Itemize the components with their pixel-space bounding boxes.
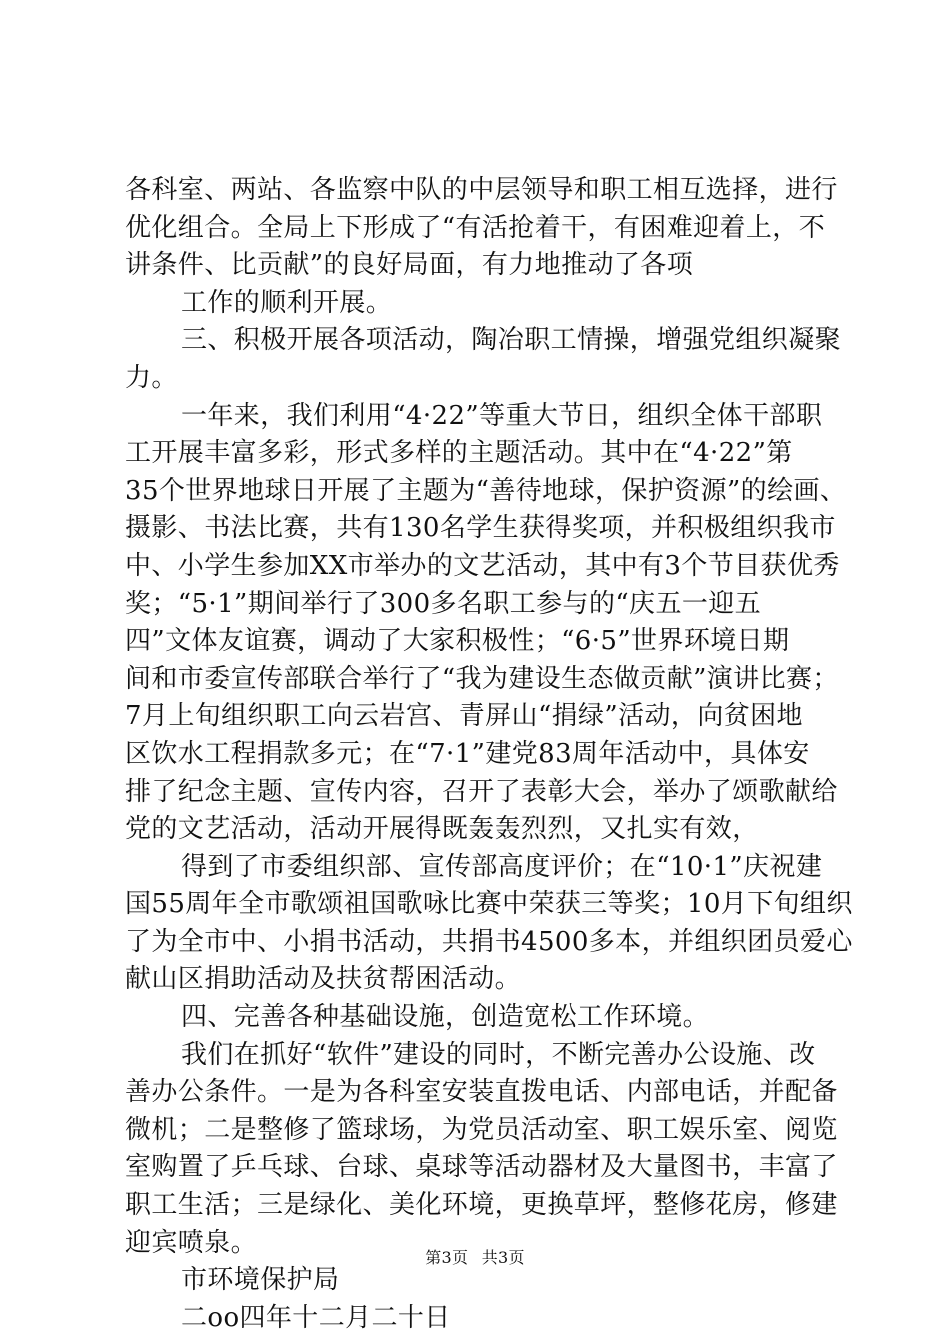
text-line: 四”文体友谊赛，调动了大家积极性；“6·5”世界环境日期 — [125, 626, 790, 657]
text-line: 善办公条件。一是为各科室安装直拨电话、内部电话，并配备 — [125, 1077, 838, 1108]
text-line: 室购置了乒乓球、台球、桌球等活动器材及大量图书，丰富了 — [125, 1152, 838, 1183]
page-footer — [0, 1248, 950, 1268]
text-line: 优化组合。全局上下形成了“有活抢着干，有困难迎着上，不 — [125, 212, 826, 243]
text-line: 7月上旬组织职工向云岩宫、青屏山“捐绿”活动，向贫困地 — [125, 701, 803, 732]
page-total: 共3页 — [481, 1248, 525, 1267]
text-line: 我们在抓好“软件”建设的同时，不断完善办公设施、改 — [181, 1039, 816, 1070]
text-line: 国55周年全市歌颂祖国歌咏比赛中荣获三等奖；10月下旬组织 — [125, 889, 853, 920]
text-line: 得到了市委组织部、宣传部高度评价；在“10·1”庆祝建 — [181, 851, 823, 882]
section-heading-4: 四、完善各种基础设施，创造宽松工作环境。 — [181, 1002, 710, 1033]
text-line: 工开展丰富多彩，形式多样的主题活动。其中在“4·22”第 — [125, 438, 793, 469]
text-line: 一年来，我们利用“4·22”等重大节日，组织全体干部职 — [181, 400, 823, 431]
text-line: 了为全市中、小捐书活动，共捐书4500多本，并组织团员爱心 — [125, 926, 853, 957]
section-heading-3: 三、积极开展各项活动，陶冶职工情操，增强党组织凝聚 — [181, 325, 842, 356]
text-line: 献山区捐助活动及扶贫帮困活动。 — [125, 964, 522, 995]
document-body — [125, 172, 853, 1337]
text-line: 力。 — [125, 362, 178, 393]
text-line: 职工生活；三是绿化、美化环境，更换草坪，整修花房，修建 — [125, 1190, 838, 1221]
text-line: 微机；二是整修了篮球场，为党员活动室、职工娱乐室、阅览 — [125, 1114, 838, 1145]
text-line: 党的文艺活动，活动开展得既轰轰烈烈，又扎实有效， — [125, 814, 759, 845]
text-line: 迎宾喷泉。 — [125, 1227, 258, 1258]
page-number: 第3页 — [425, 1248, 469, 1267]
text-line: 讲条件、比贡献”的良好局面，有力地推动了各项 — [125, 250, 694, 281]
text-line: 中、小学生参加XX市举办的文艺活动，其中有3个节目获优秀 — [125, 550, 840, 581]
text-line: 区饮水工程捐款多元；在“7·1”建党83周年活动中，具体安 — [125, 738, 810, 769]
text-line: 奖；“5·1”期间举行了300多名职工参与的“庆五一迎五 — [125, 588, 762, 619]
text-line: 摄影、书法比赛，共有130名学生获得奖项，并积极组织我市 — [125, 513, 836, 544]
signature-organization: 市环境保护局 — [181, 1265, 340, 1296]
signature-date: 二oo四年十二月二十日 — [181, 1302, 451, 1333]
text-line: 间和市委宣传部联合举行了“我为建设生态做贡献”演讲比赛； — [125, 663, 839, 694]
text-line: 排了纪念主题、宣传内容，召开了表彰大会，举办了颂歌献给 — [125, 776, 838, 807]
text-line: 各科室、两站、各监察中队的中层领导和职工相互选择，进行 — [125, 175, 838, 205]
text-line: 工作的顺利开展。 — [181, 287, 393, 318]
text-line: 35个世界地球日开展了主题为“善待地球，保护资源”的绘画、 — [125, 475, 847, 506]
